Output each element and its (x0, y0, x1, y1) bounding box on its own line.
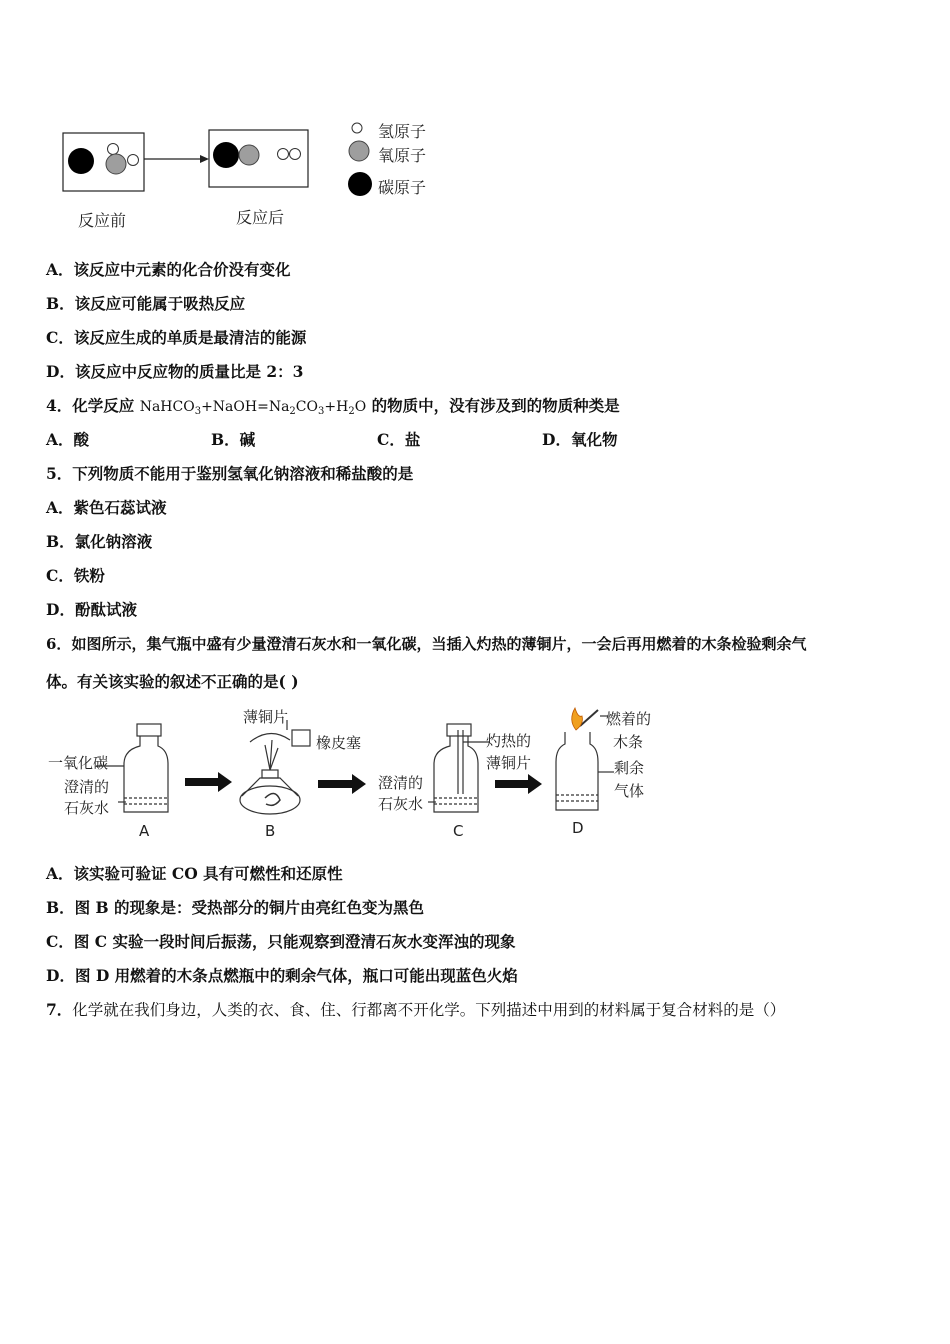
fig-a-label-lime1: 澄清的 (64, 778, 110, 796)
q5-option-d: D．酚酞试液 (46, 600, 137, 619)
question-number: 4． (46, 396, 73, 415)
q3-option-b (46, 294, 245, 314)
fig-a-label-lime2: 石灰水 (64, 799, 110, 817)
question-number: 5． (46, 464, 73, 483)
carbon-atom-icon (348, 172, 372, 196)
q4-equation: $NaHCO_3+NaOH=Na_2CO_3+H_2O$ (139, 399, 367, 417)
question-text: 体。有关该实验的叙述不正确的是( ) (46, 672, 299, 691)
q6-stem-line2 (46, 672, 299, 692)
option-text: 该反应中反应物的质量比是 2：3 (74, 362, 304, 381)
q6-option-d: D．图 D 用燃着的木条点燃瓶中的剩余气体，瓶口可能出现蓝色火焰 (46, 966, 518, 985)
q5-stem (46, 464, 413, 484)
q3-option-a (46, 260, 291, 280)
q5-option-a: A．紫色石蕊试液 (46, 498, 167, 517)
bottle-c (434, 736, 478, 812)
legend-oxygen-label: 氧原子 (378, 146, 427, 165)
fig-c-label-hot1: 灼热的 (486, 732, 532, 750)
bottle-a (124, 736, 168, 812)
fig-d-label-gas1: 剩余 (614, 759, 645, 777)
q7-stem (46, 1000, 785, 1020)
before-label: 反应前 (78, 211, 127, 230)
question-text: 下列物质不能用于鉴别氢氧化钠溶液和稀盐酸的是 (72, 464, 414, 483)
fig-c-label-lime2: 石灰水 (378, 795, 424, 813)
q4-stem (46, 396, 620, 422)
q4-post: 的物质中，没有涉及到的物质种类是 (366, 396, 620, 415)
q6-option-a: A．该实验可验证 CO 具有可燃性和还原性 (46, 864, 343, 883)
stopper (292, 730, 310, 746)
fig-a-caption: A (139, 822, 150, 840)
option-letter: C． (46, 328, 74, 347)
option-text: 该反应生成的单质是最清洁的能源 (73, 328, 307, 347)
option-letter: A． (46, 260, 74, 279)
hydrogen-atom-icon (290, 149, 301, 160)
bottle-a-cap (137, 724, 161, 736)
question-text: 化学就在我们身边，人类的衣、食、住、行都离不开化学。下列描述中用到的材料属于复合材料的是（） (72, 1001, 786, 1019)
fig-d-label-gas2: 气体 (614, 782, 645, 800)
fig-b-label-copper: 薄铜片 (243, 708, 289, 726)
option-letter: B． (46, 294, 75, 313)
hydrogen-atom-icon (352, 123, 362, 133)
process-arrow-icon (185, 772, 232, 792)
bottle-d (556, 732, 598, 810)
question-number: 6． (46, 635, 72, 653)
fig-d-label-splint1: 燃着的 (606, 710, 652, 728)
q3-option-d (46, 362, 303, 382)
legend-hydrogen-label: 氢原子 (378, 122, 427, 141)
oxygen-atom-icon (349, 141, 369, 161)
q6-option-b: B．图 B 的现象是：受热部分的铜片由亮红色变为黑色 (46, 898, 425, 917)
after-label: 反应后 (236, 208, 285, 227)
process-arrow-icon (318, 774, 366, 794)
flame-icon (572, 708, 583, 730)
alcohol-lamp (240, 786, 300, 814)
q3-option-c (46, 328, 306, 348)
oxygen-atom-icon (239, 145, 259, 165)
q5-option-c: C．铁粉 (46, 566, 105, 585)
option-text: 该反应可能属于吸热反应 (74, 294, 246, 313)
option-text: 该反应中元素的化合价没有变化 (73, 260, 291, 279)
q4-pre: 化学反应 (72, 396, 140, 415)
fig-c-label-hot2: 薄铜片 (486, 754, 532, 772)
question-number: 7． (46, 1000, 73, 1019)
hydrogen-atom-icon (278, 149, 289, 160)
q4-option-a: A．酸 (46, 430, 90, 449)
q4-option-b: B．碱 (211, 430, 256, 449)
fig-d-caption: D (572, 819, 584, 837)
legend-carbon-label: 碳原子 (378, 178, 427, 197)
q4-option-d: D．氧化物 (542, 430, 618, 449)
bottle-c-cap (447, 724, 471, 736)
q4-options (46, 430, 846, 450)
carbon-atom-icon (213, 142, 239, 168)
fig-b-label-stopper: 橡皮塞 (316, 734, 362, 752)
process-arrow-icon (495, 774, 542, 794)
q6-stem-line1 (46, 634, 806, 654)
fig-d-label-splint2: 木条 (613, 733, 644, 751)
fig-b-caption: B (265, 822, 276, 840)
q4-option-c: C．盐 (377, 430, 421, 449)
fig-c-label-lime1: 澄清的 (378, 774, 424, 792)
option-letter: D． (46, 362, 75, 381)
oxygen-atom-icon (106, 154, 126, 174)
fig-a-label-co: 一氧化碳 (48, 754, 109, 772)
fig-c-caption: C (453, 822, 464, 840)
q6-option-c: C．图 C 实验一段时间后振荡，只能观察到澄清石灰水变浑浊的现象 (46, 932, 516, 951)
q5-option-b: B．氯化钠溶液 (46, 532, 153, 551)
question-text: 如图所示，集气瓶中盛有少量澄清石灰水和一氧化碳，当插入灼热的薄铜片，一会后再用燃着的木条检验剩余气 (71, 635, 807, 653)
hydrogen-atom-icon (108, 144, 119, 155)
carbon-atom-icon (68, 148, 94, 174)
arrow-head-icon (200, 155, 209, 163)
hydrogen-atom-icon (128, 155, 139, 166)
